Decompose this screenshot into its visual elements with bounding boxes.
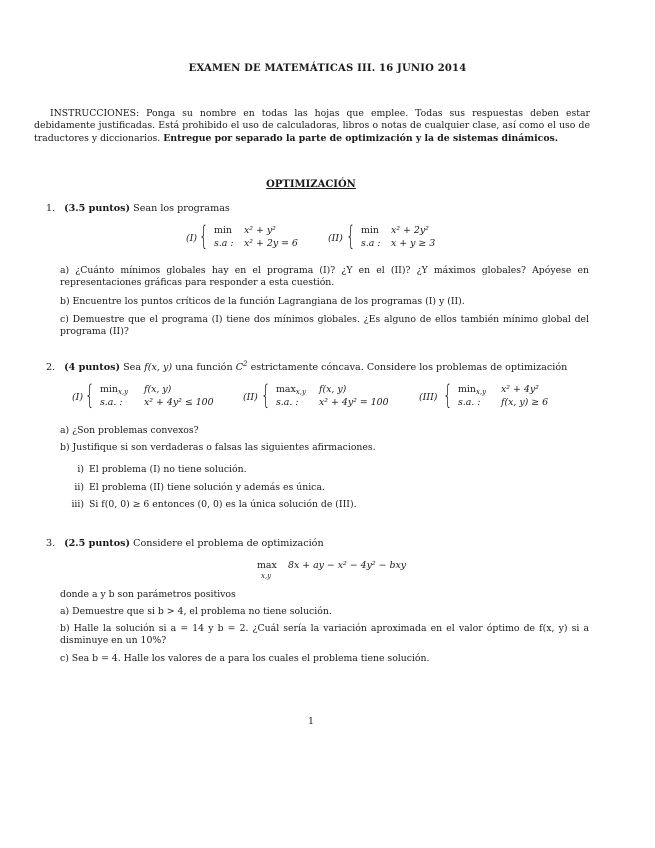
- q2-program-I-min-sub: x,y: [117, 388, 129, 396]
- question-2-intro-c: [236, 362, 248, 373]
- q2-item-iii: [70, 499, 357, 511]
- q2-program-II-max: max: [276, 384, 296, 395]
- q2-program-I-min: min: [100, 384, 118, 395]
- question-3-number: 3.: [46, 538, 56, 549]
- question-3-points: (2.5 puntos): [64, 538, 131, 549]
- brace-icon: {: [443, 380, 453, 411]
- q2-program-III-row1-op: [458, 384, 486, 397]
- q3-part-c: c) Sea b = 4. Halle los valores de a para los cuales el problema tiene solución.: [60, 653, 430, 664]
- q2-program-II-max-sub: x,y: [295, 388, 306, 396]
- question-2-intro-f: f(x, y): [144, 362, 173, 373]
- q2-program-III-min: min: [458, 384, 476, 395]
- q2-program-III-min-sub: x,y: [475, 388, 487, 396]
- q3-part-a: a) Demuestre que si b > 4, el problema no tiene solución.: [60, 606, 332, 617]
- q2-program-III-row2-op: s.a. :: [458, 397, 481, 408]
- question-1-points: (3.5 puntos): [64, 203, 131, 214]
- page-number: 1: [308, 716, 314, 727]
- instructions-paragraph: [34, 108, 590, 145]
- q2-program-I-row2-op: s.a. :: [100, 397, 123, 408]
- q2-item-i-text: El problema (I) no tiene solución.: [89, 464, 247, 475]
- q1-program-II-row1-op: min: [361, 225, 379, 236]
- brace-icon: {: [261, 380, 271, 411]
- q2-program-II-label: (II): [243, 392, 258, 403]
- brace-icon: {: [346, 221, 356, 252]
- q2-program-I-row2-expr: x² + 4y² ≤ 100: [144, 397, 214, 408]
- q1-program-II-label: (II): [328, 233, 343, 244]
- section-title: OPTIMIZACIÓN: [266, 179, 356, 190]
- question-2-number: 2.: [46, 362, 56, 373]
- q2-program-II-row1-expr: f(x, y): [319, 384, 347, 395]
- q2-item-i-numeral: i): [77, 464, 84, 475]
- q2-part-b: b) Justifique si son verdaderas o falsas las siguientes afirmaciones.: [60, 442, 376, 453]
- q2-item-ii-text: El problema (II) tiene solución y además es única.: [89, 482, 325, 493]
- question-2-intro-b: una función: [175, 362, 233, 373]
- question-2-class-sup: 2: [243, 360, 248, 368]
- q2-program-II-row2-expr: x² + 4y² = 100: [319, 397, 389, 408]
- q2-program-I-row1-op: [100, 384, 128, 397]
- instructions-bold-note: Entregue por separado la parte de optimización y la de sistemas dinámicos.: [163, 132, 559, 144]
- question-2-class-letter: C: [235, 362, 244, 373]
- q1-part-b: b) Encuentre los puntos críticos de la función Lagrangiana de los programas (I) y (II).: [60, 296, 465, 307]
- q2-program-I-row1-expr: f(x, y): [144, 384, 172, 395]
- q1-program-I-row2-expr: x² + 2y = 6: [244, 238, 298, 249]
- question-2-intro-d: estrictamente cóncava. Considere los problemas de optimización: [250, 362, 568, 373]
- q3-objective-max: max: [257, 560, 277, 571]
- q1-program-I-row2-op: s.a :: [214, 238, 234, 249]
- q1-program-I-label: (I): [186, 233, 198, 244]
- q2-program-II-row1-op: [276, 384, 306, 397]
- q1-part-a: a) ¿Cuánto mínimos globales hay en el programa (I)? ¿Y en el (II)? ¿Y máximos globales? Apóyese en representaciones gráficas para responder a esta cuestión.: [60, 265, 589, 289]
- question-3-header: [46, 538, 590, 550]
- brace-icon: {: [85, 380, 95, 411]
- instructions-text: INSTRUCCIONES: Ponga su nombre en todas las hojas que emplee. Todas sus respuestas deben estar debidamente justificadas. Está prohibido el uso de calculadoras, libros o notas de cualquier clase, así como el uso de traductores y diccionarios.: [34, 108, 590, 144]
- q1-program-I-row1-expr: x² + y²: [244, 225, 276, 236]
- q2-program-III-row1-expr: x² + 4y²: [501, 384, 539, 395]
- q2-program-III-label: (III): [419, 392, 438, 403]
- q2-program-III-row2-expr: f(x, y) ≥ 6: [501, 397, 549, 408]
- q3-objective-expr: 8x + ay − x² − 4y² − bxy: [288, 560, 407, 571]
- question-1-intro: Sean los programas: [133, 203, 230, 214]
- q1-program-II-row1-expr: x² + 2y²: [391, 225, 429, 236]
- q3-where: donde a y b son parámetros positivos: [60, 589, 236, 600]
- question-1-number: 1.: [46, 203, 56, 214]
- q3-objective-sub: x,y: [261, 572, 272, 580]
- q3-part-b: b) Halle la solución si a = 14 y b = 2. ¿Cuál sería la variación aproximada en el valor óptimo de f(x, y) si a disminuye en un 10%?: [60, 623, 589, 647]
- q2-item-ii-numeral: ii): [74, 482, 84, 493]
- q1-program-I-row1-op: min: [214, 225, 232, 236]
- q2-program-II-row2-op: s.a. :: [276, 397, 299, 408]
- brace-icon: {: [199, 221, 209, 252]
- q2-program-I-label: (I): [72, 392, 84, 403]
- q2-item-iii-numeral: iii): [71, 499, 84, 510]
- q1-part-c: c) Demuestre que el programa (I) tiene dos mínimos globales. ¿Es alguno de ellos también mínimo global del programa (II)?: [60, 314, 589, 338]
- question-2-points: (4 puntos): [64, 362, 121, 373]
- q2-item-ii: [70, 482, 325, 494]
- q2-item-iii-text: Si f(0, 0) ≥ 6 entonces (0, 0) es la única solución de (III).: [89, 499, 357, 510]
- question-1-header: [46, 203, 590, 215]
- question-2-intro-a: Sea: [123, 362, 142, 373]
- q2-item-i: [70, 464, 247, 476]
- exam-title: EXAMEN DE MATEMÁTICAS III. 16 JUNIO 2014: [188, 63, 467, 74]
- question-3-intro: Considere el problema de optimización: [133, 538, 324, 549]
- q1-program-II-row2-expr: x + y ≥ 3: [391, 238, 436, 249]
- q2-part-a: a) ¿Son problemas convexos?: [60, 425, 199, 436]
- q1-program-II-row2-op: s.a :: [361, 238, 381, 249]
- question-2-header: [46, 360, 590, 374]
